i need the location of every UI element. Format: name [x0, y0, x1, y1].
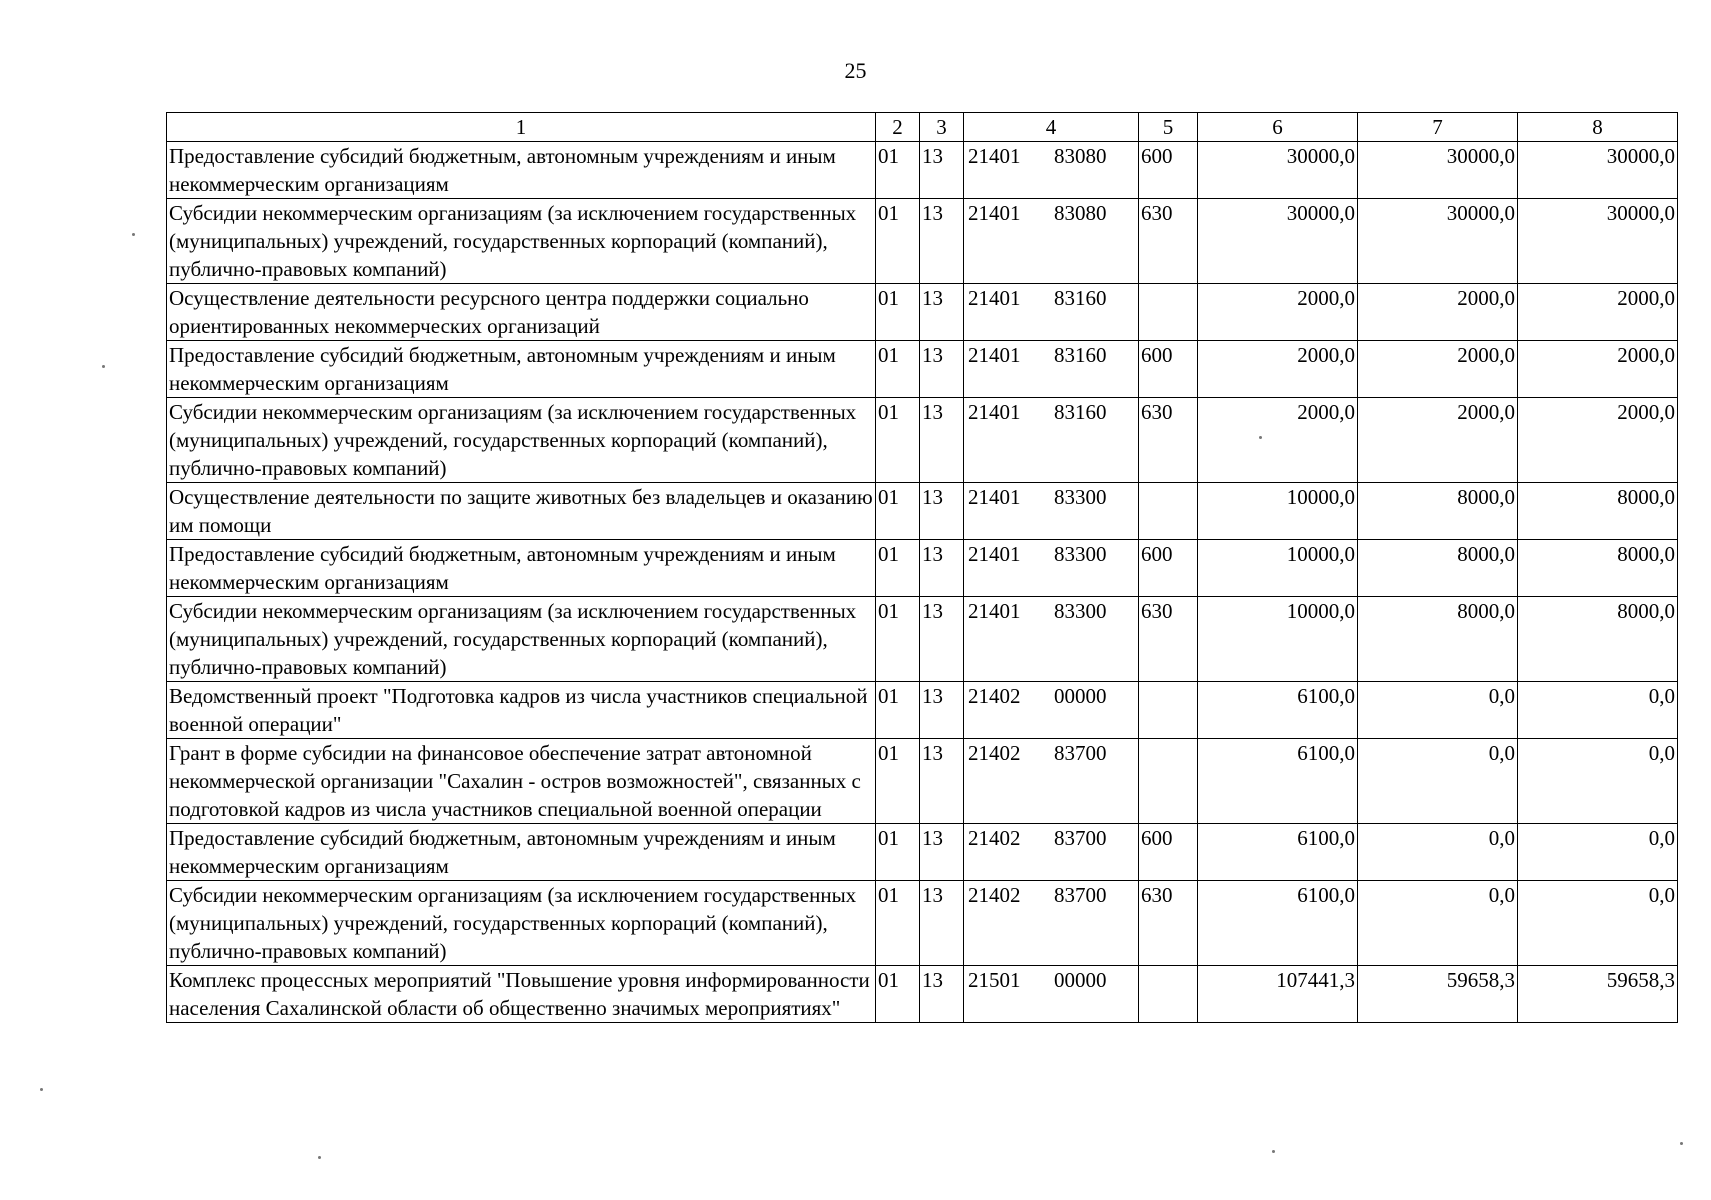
- row-code-2: 01: [876, 881, 920, 966]
- row-value-6: 30000,0: [1198, 142, 1358, 199]
- table-row: [167, 739, 1678, 824]
- row-code-4: [964, 540, 1139, 597]
- header-cell: 7: [1358, 113, 1518, 142]
- row-code-5: 630: [1139, 597, 1198, 682]
- row-name: Предоставление субсидий бюджетным, автономным учреждениям и иным некоммерческим организациям: [167, 142, 876, 199]
- row-value-7: 8000,0: [1358, 483, 1518, 540]
- row-value-8: 0,0: [1518, 824, 1678, 881]
- header-cell: 8: [1518, 113, 1678, 142]
- row-code-5: [1139, 966, 1198, 1023]
- row-code-4-part-b: 83300: [1054, 599, 1107, 623]
- row-code-4: [964, 199, 1139, 284]
- row-code-4-part-b: 83160: [1054, 286, 1107, 310]
- scan-speck: [318, 1156, 321, 1159]
- row-value-8: 0,0: [1518, 682, 1678, 739]
- row-value-7: 8000,0: [1358, 540, 1518, 597]
- table-row: [167, 284, 1678, 341]
- row-code-3: 13: [920, 739, 964, 824]
- scan-speck: [102, 365, 105, 368]
- row-code-2: 01: [876, 398, 920, 483]
- row-code-2: 01: [876, 682, 920, 739]
- row-code-4-part-a: 21401: [968, 542, 1021, 566]
- row-code-5: 630: [1139, 398, 1198, 483]
- row-code-2: 01: [876, 966, 920, 1023]
- row-code-4-part-b: 00000: [1054, 968, 1107, 992]
- row-code-4: [964, 597, 1139, 682]
- row-value-7: 0,0: [1358, 881, 1518, 966]
- row-code-4: [964, 284, 1139, 341]
- row-name: Предоставление субсидий бюджетным, автономным учреждениям и иным некоммерческим организациям: [167, 540, 876, 597]
- scan-speck: [1272, 1150, 1275, 1153]
- row-value-8: 8000,0: [1518, 483, 1678, 540]
- row-value-8: 2000,0: [1518, 341, 1678, 398]
- table-row: [167, 682, 1678, 739]
- row-code-4-part-a: 21401: [968, 400, 1021, 424]
- row-name: Комплекс процессных мероприятий "Повышение уровня информированности населения Сахалинской области об общественно значимых мероприятиях": [167, 966, 876, 1023]
- row-code-4-part-a: 21401: [968, 144, 1021, 168]
- row-code-4: [964, 966, 1139, 1023]
- row-name: Субсидии некоммерческим организациям (за исключением государственных (муниципальных) учреждений, государственных корпораций (компаний), публично-правовых компаний): [167, 199, 876, 284]
- row-code-4: [964, 341, 1139, 398]
- row-code-5: [1139, 682, 1198, 739]
- row-code-3: 13: [920, 966, 964, 1023]
- table-row: [167, 540, 1678, 597]
- row-code-3: 13: [920, 284, 964, 341]
- row-code-2: 01: [876, 597, 920, 682]
- row-value-6: 2000,0: [1198, 341, 1358, 398]
- row-code-3: 13: [920, 398, 964, 483]
- header-cell: 4: [964, 113, 1139, 142]
- row-code-2: 01: [876, 341, 920, 398]
- row-value-8: 8000,0: [1518, 540, 1678, 597]
- scan-speck: [1259, 436, 1262, 439]
- row-value-6: 6100,0: [1198, 739, 1358, 824]
- row-value-7: 0,0: [1358, 824, 1518, 881]
- row-code-5: [1139, 739, 1198, 824]
- row-code-4: [964, 142, 1139, 199]
- row-value-8: 2000,0: [1518, 398, 1678, 483]
- row-code-4-part-b: 00000: [1054, 684, 1107, 708]
- row-code-5: 600: [1139, 824, 1198, 881]
- row-code-4: [964, 824, 1139, 881]
- row-value-8: 30000,0: [1518, 199, 1678, 284]
- row-code-2: 01: [876, 199, 920, 284]
- row-value-8: 2000,0: [1518, 284, 1678, 341]
- row-value-6: 10000,0: [1198, 540, 1358, 597]
- row-code-5: 600: [1139, 142, 1198, 199]
- page-number: 25: [844, 58, 867, 83]
- row-value-6: 2000,0: [1198, 398, 1358, 483]
- row-code-4-part-a: 21501: [968, 968, 1021, 992]
- row-code-4-part-b: 83080: [1054, 144, 1107, 168]
- row-value-8: 0,0: [1518, 739, 1678, 824]
- row-name: Ведомственный проект "Подготовка кадров из числа участников специальной военной операции": [167, 682, 876, 739]
- row-code-3: 13: [920, 341, 964, 398]
- row-code-4: [964, 739, 1139, 824]
- row-code-3: 13: [920, 881, 964, 966]
- row-code-2: 01: [876, 540, 920, 597]
- row-code-4-part-a: 21401: [968, 343, 1021, 367]
- row-value-8: 0,0: [1518, 881, 1678, 966]
- scan-speck: [40, 1088, 43, 1091]
- budget-table: [166, 112, 1678, 1023]
- row-code-3: 13: [920, 142, 964, 199]
- row-code-4-part-a: 21402: [968, 883, 1021, 907]
- row-value-6: 6100,0: [1198, 682, 1358, 739]
- row-value-6: 6100,0: [1198, 881, 1358, 966]
- header-cell: 3: [920, 113, 964, 142]
- scan-speck: [132, 233, 135, 236]
- table-body: [167, 142, 1678, 1023]
- table-row: [167, 142, 1678, 199]
- table-row: [167, 824, 1678, 881]
- scan-speck: [1680, 1142, 1683, 1145]
- row-value-6: 2000,0: [1198, 284, 1358, 341]
- row-code-4-part-a: 21401: [968, 201, 1021, 225]
- header-row: [167, 113, 1678, 142]
- row-value-7: 30000,0: [1358, 142, 1518, 199]
- row-value-8: 59658,3: [1518, 966, 1678, 1023]
- row-value-7: 2000,0: [1358, 341, 1518, 398]
- row-value-7: 30000,0: [1358, 199, 1518, 284]
- row-value-8: 8000,0: [1518, 597, 1678, 682]
- row-code-4-part-b: 83700: [1054, 826, 1107, 850]
- row-value-8: 30000,0: [1518, 142, 1678, 199]
- table-row: [167, 341, 1678, 398]
- row-code-5: 630: [1139, 881, 1198, 966]
- row-value-7: 2000,0: [1358, 284, 1518, 341]
- header-cell: 5: [1139, 113, 1198, 142]
- row-code-4: [964, 881, 1139, 966]
- row-code-4-part-a: 21402: [968, 741, 1021, 765]
- row-code-5: 600: [1139, 341, 1198, 398]
- row-code-5: 630: [1139, 199, 1198, 284]
- row-code-4-part-b: 83300: [1054, 542, 1107, 566]
- row-code-4-part-a: 21402: [968, 826, 1021, 850]
- row-code-5: 600: [1139, 540, 1198, 597]
- row-code-4-part-a: 21401: [968, 485, 1021, 509]
- header-cell: 2: [876, 113, 920, 142]
- row-name: Субсидии некоммерческим организациям (за исключением государственных (муниципальных) учреждений, государственных корпораций (компаний), публично-правовых компаний): [167, 881, 876, 966]
- row-code-4-part-a: 21401: [968, 286, 1021, 310]
- row-code-5: [1139, 483, 1198, 540]
- table-row: [167, 597, 1678, 682]
- row-value-7: 8000,0: [1358, 597, 1518, 682]
- table-row: [167, 398, 1678, 483]
- row-value-6: 107441,3: [1198, 966, 1358, 1023]
- row-code-2: 01: [876, 739, 920, 824]
- row-name: Субсидии некоммерческим организациям (за исключением государственных (муниципальных) учреждений, государственных корпораций (компаний), публично-правовых компаний): [167, 398, 876, 483]
- row-code-3: 13: [920, 597, 964, 682]
- row-value-7: 59658,3: [1358, 966, 1518, 1023]
- row-value-7: 0,0: [1358, 682, 1518, 739]
- row-code-2: 01: [876, 142, 920, 199]
- row-code-4: [964, 483, 1139, 540]
- row-code-3: 13: [920, 824, 964, 881]
- table-row: [167, 966, 1678, 1023]
- row-name: Осуществление деятельности по защите животных без владельцев и оказанию им помощи: [167, 483, 876, 540]
- row-code-4-part-b: 83080: [1054, 201, 1107, 225]
- row-code-2: 01: [876, 284, 920, 341]
- row-code-2: 01: [876, 824, 920, 881]
- row-code-4-part-a: 21401: [968, 599, 1021, 623]
- row-code-4: [964, 398, 1139, 483]
- row-code-3: 13: [920, 199, 964, 284]
- table-row: [167, 483, 1678, 540]
- header-cell: 6: [1198, 113, 1358, 142]
- row-code-4: [964, 682, 1139, 739]
- row-code-4-part-a: 21402: [968, 684, 1021, 708]
- row-code-2: 01: [876, 483, 920, 540]
- row-code-3: 13: [920, 682, 964, 739]
- table-row: [167, 199, 1678, 284]
- row-code-4-part-b: 83300: [1054, 485, 1107, 509]
- row-value-6: 10000,0: [1198, 597, 1358, 682]
- row-code-3: 13: [920, 483, 964, 540]
- table-row: [167, 881, 1678, 966]
- row-name: Грант в форме субсидии на финансовое обеспечение затрат автономной некоммерческой организации "Сахалин - остров возможностей", связанных с подготовкой кадров из числа участников специальной военной операции: [167, 739, 876, 824]
- row-value-6: 6100,0: [1198, 824, 1358, 881]
- row-value-7: 0,0: [1358, 739, 1518, 824]
- row-name: Осуществление деятельности ресурсного центра поддержки социально ориентированных некоммерческих организаций: [167, 284, 876, 341]
- row-code-4-part-b: 83160: [1054, 343, 1107, 367]
- row-value-7: 2000,0: [1358, 398, 1518, 483]
- row-code-3: 13: [920, 540, 964, 597]
- row-code-4-part-b: 83700: [1054, 741, 1107, 765]
- header-cell: 1: [167, 113, 876, 142]
- row-code-5: [1139, 284, 1198, 341]
- row-name: Предоставление субсидий бюджетным, автономным учреждениям и иным некоммерческим организациям: [167, 341, 876, 398]
- row-value-6: 30000,0: [1198, 199, 1358, 284]
- row-value-6: 10000,0: [1198, 483, 1358, 540]
- row-name: Субсидии некоммерческим организациям (за исключением государственных (муниципальных) учреждений, государственных корпораций (компаний), публично-правовых компаний): [167, 597, 876, 682]
- row-name: Предоставление субсидий бюджетным, автономным учреждениям и иным некоммерческим организациям: [167, 824, 876, 881]
- row-code-4-part-b: 83700: [1054, 883, 1107, 907]
- row-code-4-part-b: 83160: [1054, 400, 1107, 424]
